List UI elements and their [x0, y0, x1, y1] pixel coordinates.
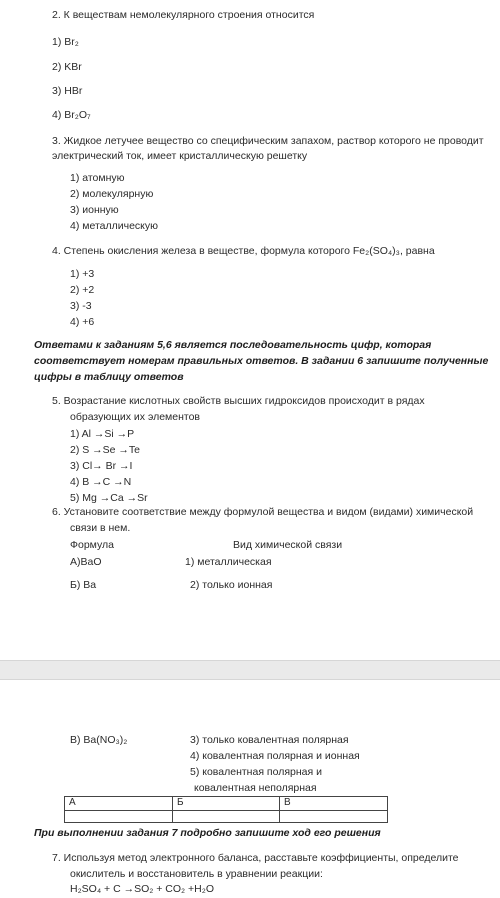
question-3-option-1: 1) атомную: [70, 172, 125, 184]
question-2-option-4: 4) Br₂O₇: [52, 109, 91, 121]
bond-option-5-line-1: 5) ковалентная полярная и: [190, 766, 322, 778]
answer-table: [64, 796, 388, 823]
question-4-option-3: 3) -3: [70, 300, 92, 312]
answer-table-header-row: [65, 797, 388, 811]
bond-option-3: 3) только ковалентная полярная: [190, 734, 349, 746]
formula-a: А)ВаО: [70, 556, 102, 568]
formula-v: В) Ba(NO₃)₂: [70, 734, 128, 746]
question-5-option-2: 2) S →Se →Te: [70, 444, 141, 456]
bond-option-4: 4) ковалентная полярная и ионная: [190, 750, 360, 762]
question-5-option-3: 3) Cl→ Br →I: [70, 460, 133, 472]
question-2-option-3: 3) HBr: [52, 85, 83, 97]
question-5-option-4: 4) B →C →N: [70, 476, 132, 488]
question-4-option-2: 2) +2: [70, 284, 95, 296]
answer-table-header-b: Б: [173, 797, 280, 811]
question-7-line-1: 7. Используя метод электронного баланса, расставьте коэффициенты, определите: [52, 852, 459, 864]
answer-cell-a[interactable]: [65, 810, 173, 822]
question-7-instruction: При выполнении задания 7 подробно запишите ход его решения: [34, 827, 381, 839]
page-break: [0, 660, 500, 680]
answer-table-header-v: В: [279, 797, 387, 811]
answer-cell-b[interactable]: [173, 810, 280, 822]
instruction-line-1: Ответами к заданиям 5,6 является последовательность цифр, которая: [34, 339, 432, 351]
instruction-line-3: цифры в таблицу ответов: [34, 371, 184, 383]
instruction-line-2: соответствует номерам правильных ответов. В задании 6 запишите полученные: [34, 355, 489, 367]
question-4-option-4: 4) +6: [70, 316, 95, 328]
question-2-option-2: 2) KBr: [52, 61, 82, 73]
formula-b: Б) Ва: [70, 579, 97, 591]
question-3-option-2: 2) молекулярную: [70, 188, 154, 200]
answer-table-input-row: [65, 810, 388, 822]
question-3-line-1: 3. Жидкое летучее вещество со специфическим запахом, раствор которого не проводит: [52, 135, 484, 147]
question-2-option-1: 1) Br₂: [52, 36, 79, 48]
question-5-option-5: 5) Mg →Ca →Sr: [70, 492, 148, 504]
question-2-title: 2. К веществам немолекулярного строения относится: [52, 9, 315, 21]
question-7-equation: H₂SO₄ + C →SO₂ + CO₂ +H₂O: [70, 883, 214, 895]
question-5-line-1: 5. Возрастание кислотных свойств высших гидроксидов происходит в рядах: [52, 395, 425, 407]
bond-column-header: Вид химической связи: [233, 539, 343, 551]
question-7-line-2: окислитель и восстановитель в уравнении реакции:: [70, 868, 323, 880]
question-4-option-1: 1) +3: [70, 268, 95, 280]
answer-cell-v[interactable]: [279, 810, 387, 822]
question-5-line-2: образующих их элементов: [70, 411, 200, 423]
question-3-option-4: 4) металлическую: [70, 220, 159, 232]
answer-table-header-a: А: [65, 797, 173, 811]
bond-option-5-line-2: ковалентная неполярная: [194, 782, 317, 794]
question-3-option-3: 3) ионную: [70, 204, 119, 216]
question-4-title: 4. Степень окисления железа в веществе, формула которого Fe₂(SO₄)₃, равна: [52, 245, 435, 257]
question-3-line-2: электрический ток, имеет кристаллическую решетку: [52, 150, 308, 162]
bond-option-1: 1) металлическая: [185, 556, 272, 568]
question-6-line-2: связи в нем.: [70, 522, 131, 534]
question-6-line-1: 6. Установите соответствие между формулой вещества и видом (видами) химической: [52, 506, 474, 518]
formula-column-header: Формула: [70, 539, 114, 551]
bond-option-2: 2) только ионная: [190, 579, 273, 591]
question-5-option-1: 1) Al →Si →P: [70, 428, 135, 440]
